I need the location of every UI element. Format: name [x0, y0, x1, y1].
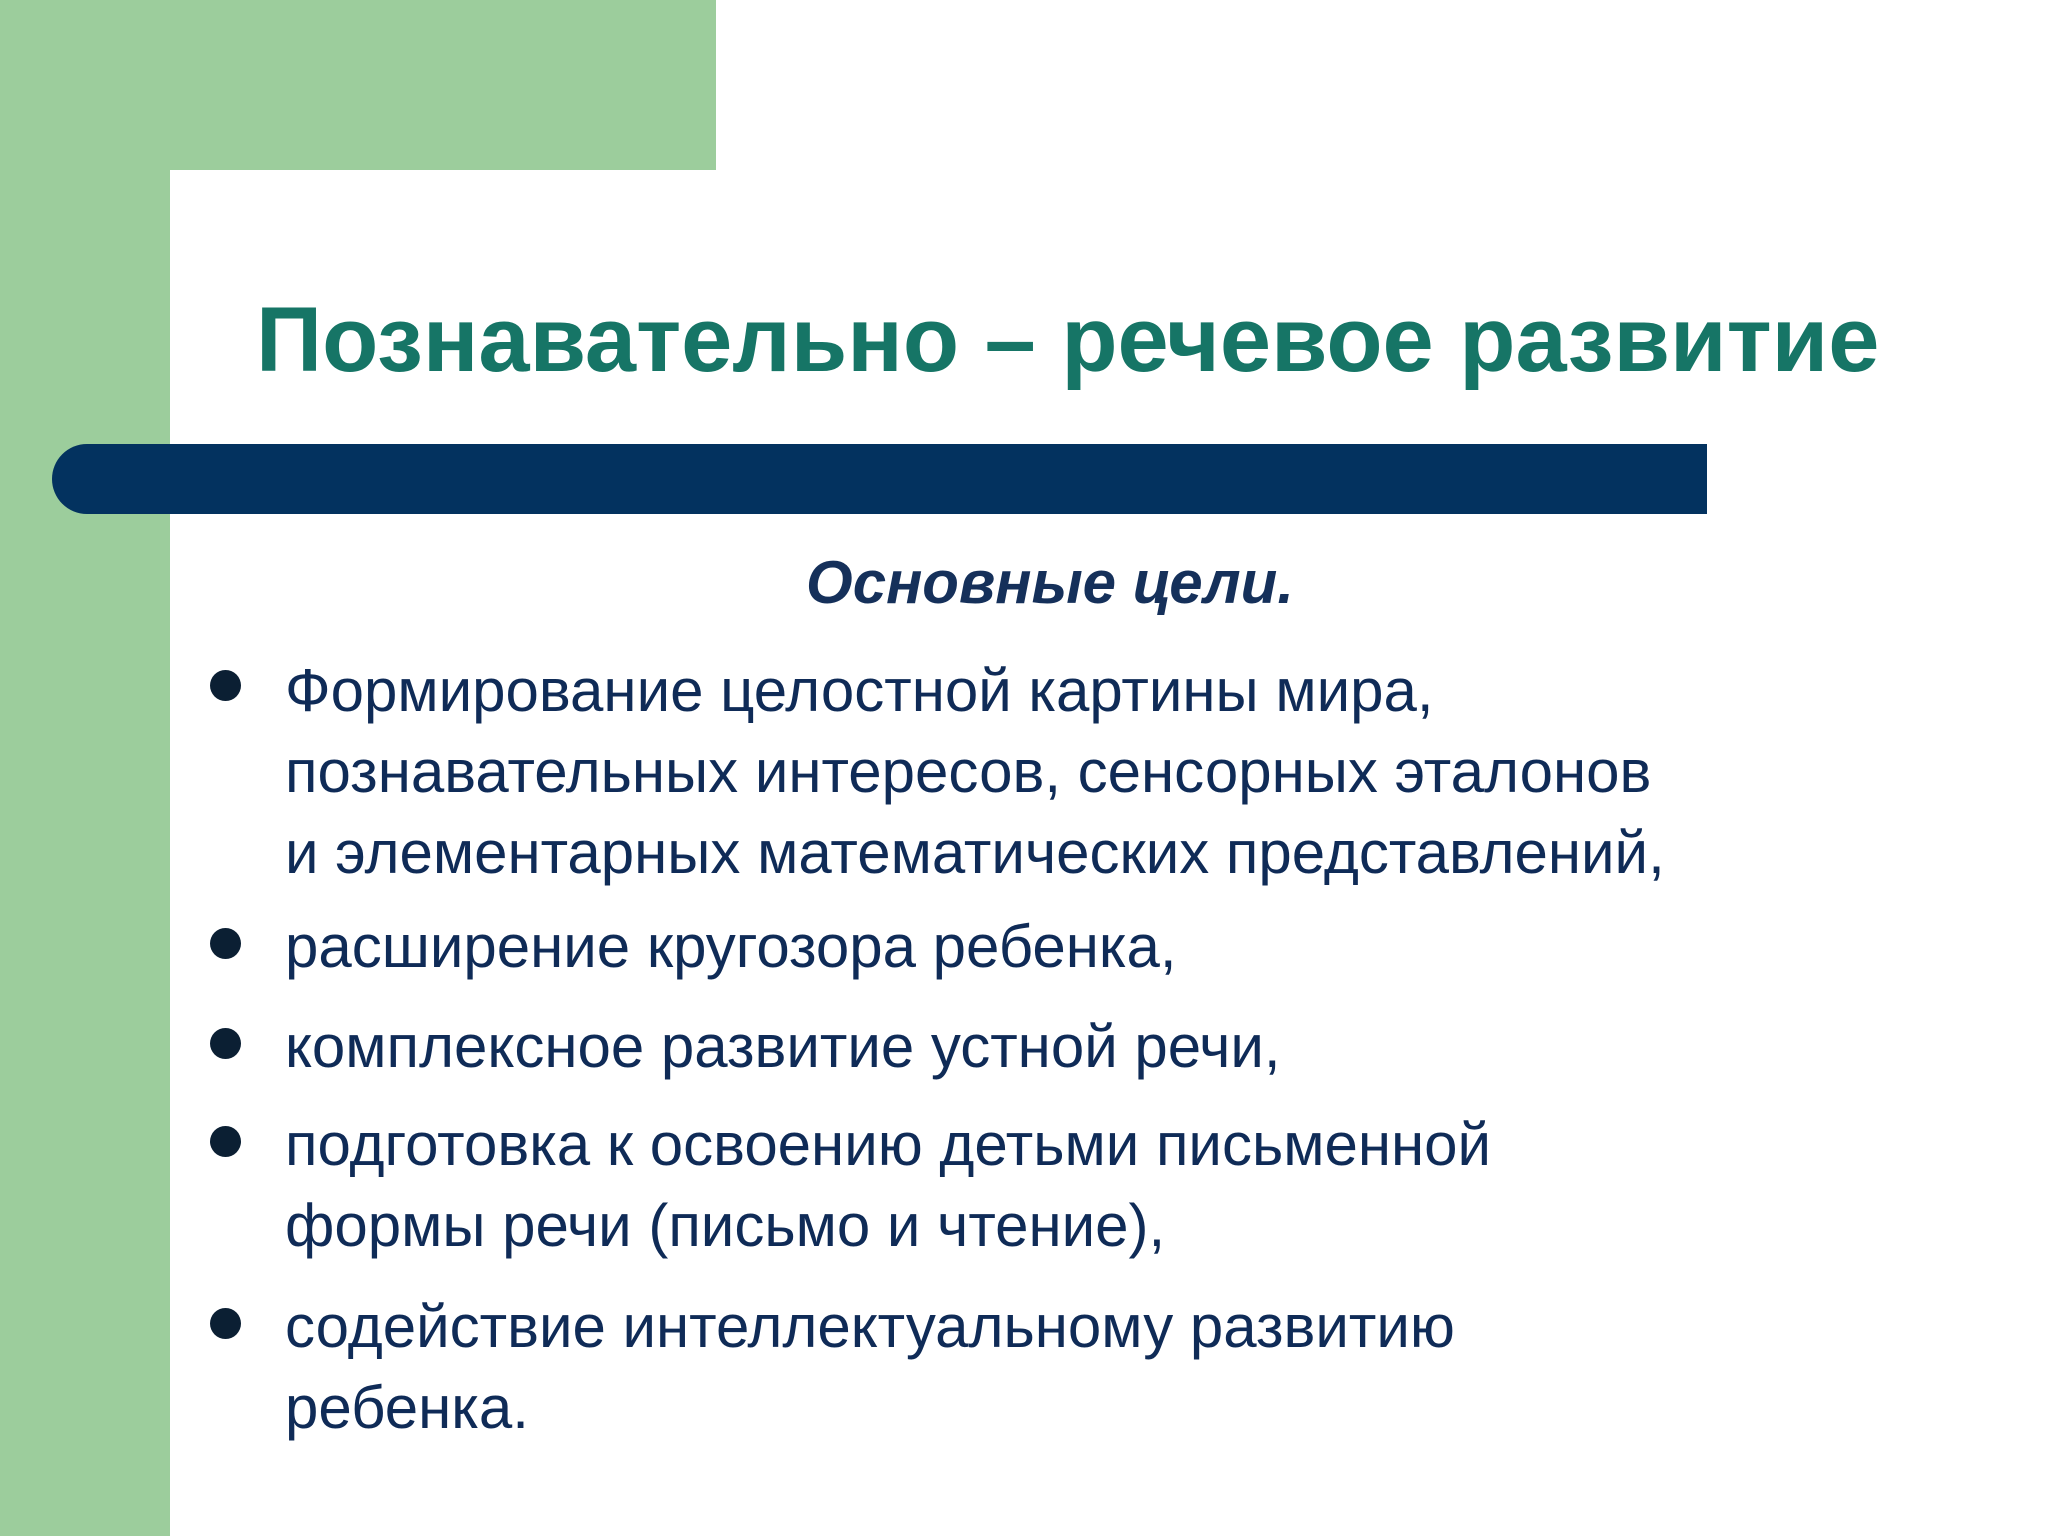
slide-subtitle: Основные цели. — [806, 549, 1294, 616]
title-divider-bar — [52, 444, 1707, 514]
bullet-dot-icon — [210, 928, 241, 959]
bullet-dot-icon — [210, 1126, 241, 1157]
decorative-green-left-band — [0, 0, 170, 1536]
bullet-dot-icon — [210, 1308, 241, 1339]
slide-title: Познавательно – речевое развитие — [256, 289, 1880, 391]
bullet-dot-icon — [210, 1028, 241, 1059]
goal-text: Формирование целостной картины мира, познавательных интересов, сенсорных эталонов и элементарных математических представлений, — [285, 657, 1665, 886]
decorative-green-top-band — [0, 0, 716, 170]
goal-list-item — [285, 650, 1985, 893]
goal-list-item — [285, 906, 1985, 987]
goal-text: расширение кругозора ребенка, — [285, 913, 1177, 980]
goal-text: содействие интеллектуальному развитию ребенка. — [285, 1293, 1455, 1441]
goal-text: комплексное развитие устной речи, — [285, 1013, 1281, 1080]
goal-list-item — [285, 1286, 1985, 1448]
goal-list-item — [285, 1006, 1985, 1087]
bullet-dot-icon — [210, 670, 241, 701]
goal-text: подготовка к освоению детьми письменной формы речи (письмо и чтение), — [285, 1111, 1491, 1259]
goal-list-item — [285, 1104, 1985, 1266]
